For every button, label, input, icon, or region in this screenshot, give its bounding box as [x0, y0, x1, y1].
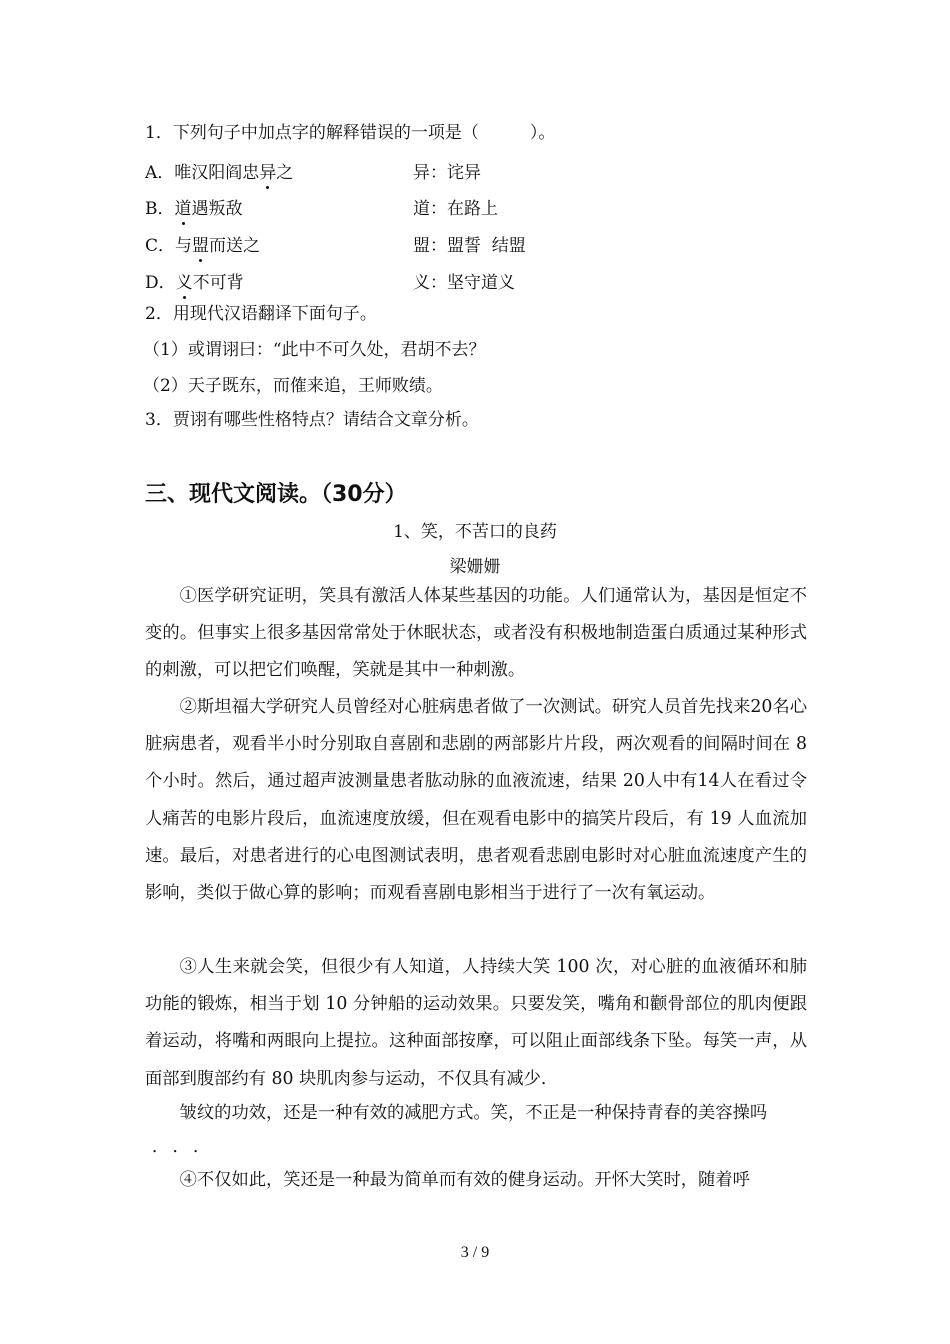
paragraph-4: ④不仅如此，笑还是一种最为简单而有效的健身运动。开怀大笑时，随着呼 — [179, 1170, 750, 1190]
section-title: 三、现代文阅读。（30分） — [145, 482, 407, 507]
option-b-explain: 道：在路上 — [413, 199, 498, 219]
paragraph-1: ①医学研究证明，笑具有激活人体某些基因的功能。人们通常认为，基因是恒定不变的。但事实上很多基因常常处于休眠状态，或者没有积极地制造蛋白质通过某种形式的刺激，可以把它们唤醒，笑就是其中一种刺激。 — [145, 586, 807, 681]
option-text: 之 — [276, 163, 294, 183]
option-c-explain: 盟：盟誓 结盟 — [413, 236, 526, 256]
paragraph-2: ②斯坦福大学研究人员曾经对心脏病患者做了一次测试。研究人员首先找来20名心脏病患者，观看半小时分别取自喜剧和悲剧的两部影片片段，两次观看的间隔时间在 8 个小时。然后，通过超声波测量患者肱动脉的血液流速，结果 20人中有14人在看过令人痛苦的电影片段后，血流速度放缓，但在观看电影中的搞笑片段后，有 19 人血流加速。最后，对患者进行的心电图测试表明，患者观看悲剧电影时对心脏血流速度产生的影响，类似于做心算的影响；而观看喜剧电影相当于进行了一次有氧运动。 — [145, 697, 807, 904]
question-2-2: （2）天子既东，而傕来追，王师败绩。 — [143, 376, 443, 396]
option-text: B． — [145, 199, 175, 219]
dotted-char: 异 — [259, 158, 276, 183]
paragraph-3: ③人生来就会笑，但很少有人知道，人持续大笑 100 次，对心脏的血液循环和肺功能的锻炼，相当于划 10 分钟船的运动效果。只要发笑，嘴角和颧骨部位的肌肉便跟着运动，将嘴和两眼向上提拉。这种面部按摩，可以阻止面部线条下坠。每笑一声，从面部到腹部约有 80 块肌肉参与运动，不仅具有减少. — [145, 957, 807, 1089]
emphasis-dots: ．．． — [152, 1137, 222, 1157]
question-2-1: （1）或谓诩曰：“此中不可久处，君胡不去？ — [143, 340, 486, 360]
article-title: 1、笑，不苦口的良药 — [393, 522, 557, 542]
option-text: 而送之 — [209, 236, 261, 256]
option-c — [145, 231, 260, 256]
option-text: A．唯汉阳阎忠 — [145, 163, 260, 183]
question-3: 3．贾诩有哪些性格特点？请结合文章分析。 — [145, 410, 479, 430]
question-2: 2．用现代汉语翻译下面句子。 — [145, 304, 377, 324]
paragraph-3-continued: 皱纹的功效，还是一种有效的减肥方式。笑，不正是一种保持青春的美容操吗 — [179, 1103, 768, 1123]
option-text: D． — [145, 273, 176, 293]
option-a — [145, 158, 293, 183]
dotted-char: 义 — [176, 268, 193, 293]
article-author: 梁姗姗 — [449, 557, 501, 577]
option-d-explain: 义：坚守道义 — [413, 273, 515, 293]
option-text: 遇叛敌 — [191, 199, 243, 219]
question-1: 1．下列句子中加点字的解释错误的一项是（ ）。 — [145, 123, 556, 143]
option-d — [145, 268, 244, 293]
page-number: 3 / 9 — [460, 1244, 490, 1261]
option-b — [145, 194, 243, 219]
option-text: C．与 — [145, 236, 193, 256]
option-text: 不可背 — [192, 273, 244, 293]
dotted-char: 道 — [175, 194, 192, 219]
option-a-explain: 异：诧异 — [413, 163, 481, 183]
dotted-char: 盟 — [192, 231, 209, 256]
